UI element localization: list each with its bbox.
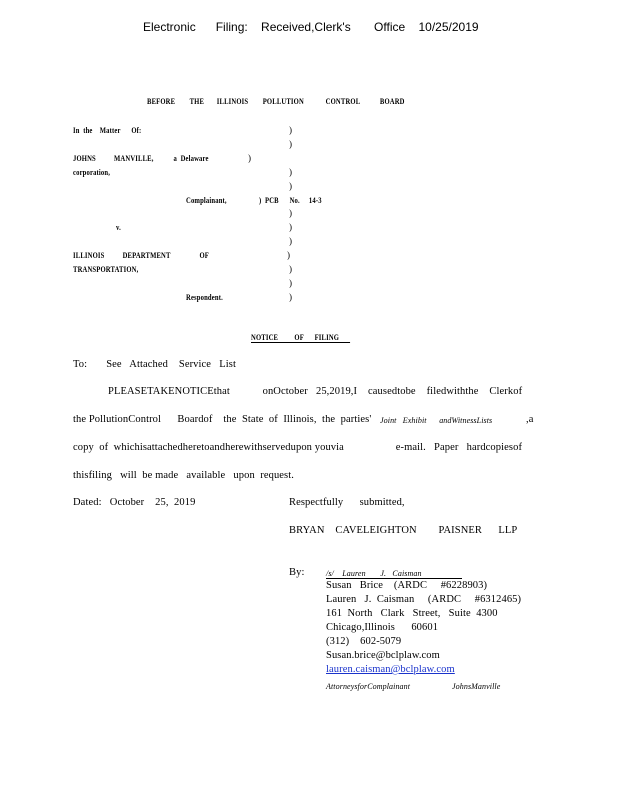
caption-paren: ) [289, 222, 292, 232]
to-line: To: See Attached Service List [73, 359, 236, 370]
caption-paren: ) [289, 264, 292, 274]
signature-line: 161 North Clark Street, Suite 4300 [326, 608, 498, 619]
by-label: By: [289, 567, 305, 578]
signature-line: (312) 602-5079 [326, 636, 402, 647]
client-name: JohnsManville [452, 682, 501, 691]
caption-paren: ) [289, 125, 292, 135]
respondent-label: Respondent. [186, 292, 223, 302]
caption-paren: ) [287, 250, 290, 260]
caption-paren: ) [289, 139, 292, 149]
email-link[interactable]: lauren.caisman@bclplaw.com [326, 664, 455, 675]
signature-line: Chicago,Illinois 60601 [326, 622, 439, 633]
caption-paren: ) [289, 167, 292, 177]
notice-title: NOTICE OF FILING [251, 332, 350, 343]
dated-line: Dated: October 25, 2019 [73, 497, 196, 508]
signature-line: Susan Brice (ARDC #6228903) [326, 580, 488, 591]
caption-paren: ) [289, 236, 292, 246]
versus-label: v. [116, 222, 121, 232]
notice-paragraph-line: thisfiling will be made available upon request. [73, 470, 294, 481]
respondent-name: ILLINOIS DEPARTMENT OF [73, 250, 210, 260]
caption-paren: ) [289, 292, 292, 302]
complainant-name: JOHNS MANVILLE, a Delaware [73, 153, 209, 163]
notice-paragraph-line: ,a [526, 414, 534, 425]
notice-paragraph-line: copy of whichisattachedheretoandherewithservedupon youvia e-mail. Paper hardcopiesof [73, 442, 523, 453]
caption-paren: ) [248, 153, 251, 163]
signature-line: Susan.brice@bclplaw.com [326, 650, 440, 661]
attorneys-for-label: AttorneysforComplainant [326, 682, 411, 691]
notice-paragraph-line: PLEASETAKENOTICEthat onOctober 25,2019,I causedtobe filedwiththe Clerkof [108, 386, 523, 397]
respectfully-submitted: Respectfully submitted, [289, 497, 405, 508]
filing-stamp-banner: Electronic Filing: Received,Clerk's Office 10/25/2019 [143, 20, 479, 34]
case-number: ) PCB No. 14-3 [259, 195, 322, 205]
caption-paren: ) [289, 181, 292, 191]
complainant-label: Complainant, [186, 195, 227, 205]
respondent-entity: TRANSPORTATION, [73, 264, 139, 274]
notice-paragraph-line: the PollutionControl Boardof the State of Illinois, the parties' [73, 414, 372, 425]
caption-paren: ) [289, 208, 292, 218]
caption-paren: ) [289, 278, 292, 288]
electronic-signature: /s/ Lauren J. Caisman [326, 569, 462, 579]
matter-label: In the Matter Of: [73, 125, 142, 135]
caption-title: BEFORE THE ILLINOIS POLLUTION CONTROL BOARD [147, 96, 405, 106]
law-firm-name: BRYAN CAVELEIGHTON PAISNER LLP [289, 525, 518, 536]
document-title-italic: Joint Exhibit andWitnessLists [380, 416, 493, 425]
signature-line: Lauren J. Caisman (ARDC #6312465) [326, 594, 522, 605]
complainant-entity: corporation, [73, 167, 111, 177]
